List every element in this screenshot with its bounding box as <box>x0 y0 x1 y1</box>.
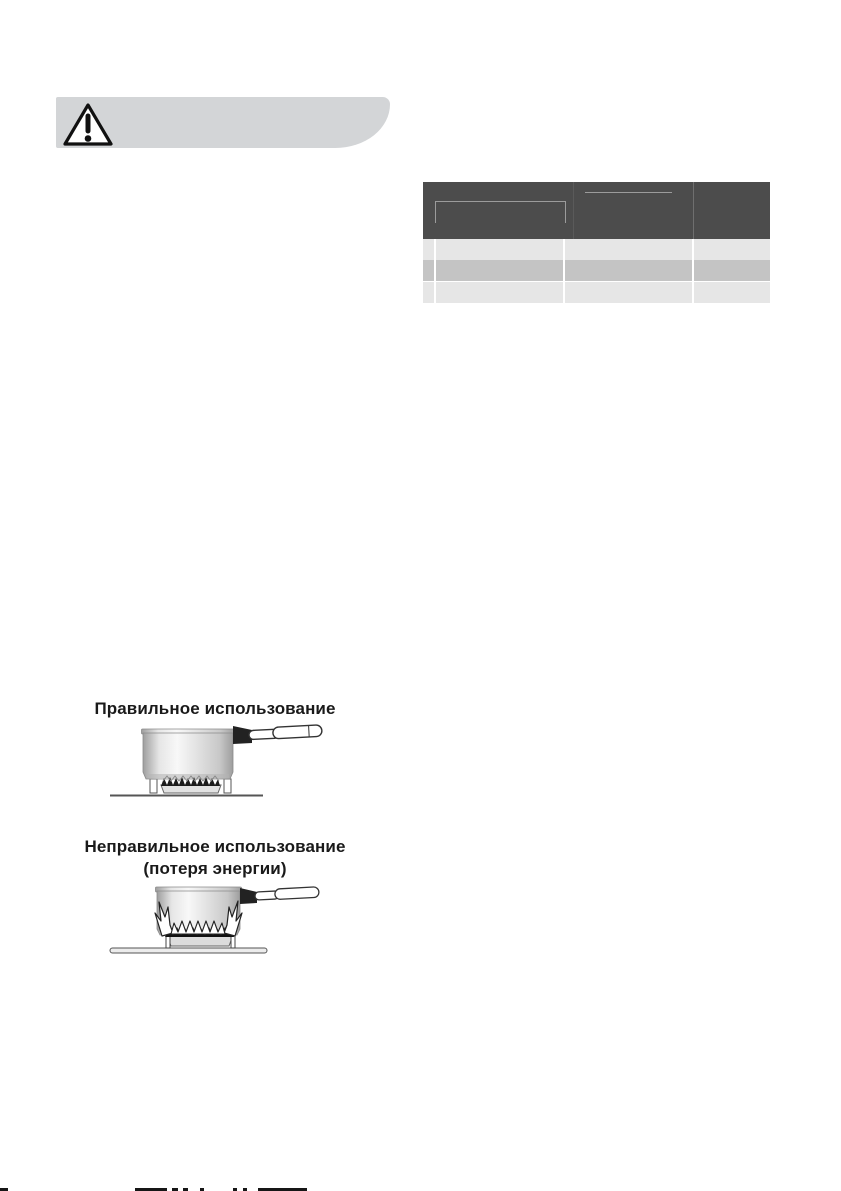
incorrect-use-caption-line1: Неправильное использование <box>84 837 346 856</box>
table-column-divider <box>434 239 436 303</box>
pot-on-burner-correct-illustration <box>105 721 335 801</box>
header-column-divider <box>693 182 694 239</box>
spec-table-header <box>423 182 770 239</box>
warning-triangle-icon <box>62 102 114 148</box>
correct-use-caption: Правильное использование <box>94 699 336 718</box>
header-cell-rule <box>585 192 672 193</box>
table-row <box>423 260 770 281</box>
incorrect-use-caption-line2: (потеря энергии) <box>143 859 287 878</box>
incorrect-use-caption <box>75 836 355 880</box>
table-column-divider <box>692 239 694 303</box>
header-column-divider <box>573 182 574 239</box>
header-cell-border <box>435 201 566 223</box>
pot-on-burner-incorrect-illustration <box>105 883 335 957</box>
table-row <box>423 281 770 303</box>
warning-banner <box>56 97 390 148</box>
table-row <box>423 239 770 260</box>
table-column-divider <box>563 239 565 303</box>
spec-table <box>423 182 770 303</box>
